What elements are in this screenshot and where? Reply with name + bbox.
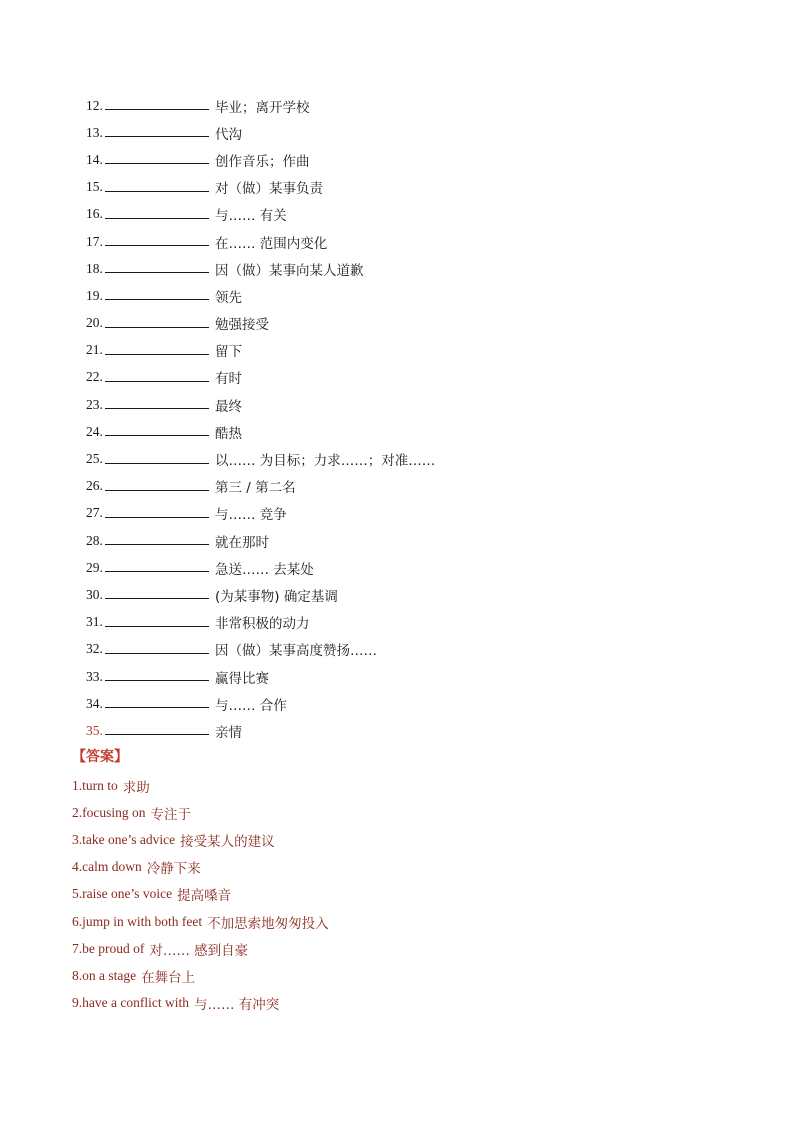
exercise-meaning: 与…… 有关 bbox=[215, 208, 287, 225]
answer-blank[interactable] bbox=[105, 95, 209, 110]
exercise-row bbox=[86, 119, 746, 146]
exercise-row bbox=[86, 554, 746, 581]
exercise-row bbox=[86, 609, 746, 636]
answer-english: 1.turn to bbox=[72, 777, 118, 793]
exercise-number: 33. bbox=[86, 668, 103, 684]
answer-english: 8.on a stage bbox=[72, 967, 137, 983]
exercise-number: 27. bbox=[86, 505, 103, 521]
exercise-meaning: 领先 bbox=[215, 289, 242, 306]
answer-english: 6.jump in with both feet bbox=[72, 913, 203, 929]
answer-blank[interactable] bbox=[105, 612, 209, 627]
answer-english: 2.focusing on bbox=[72, 804, 146, 820]
exercise-number: 28. bbox=[86, 532, 103, 548]
exercise-row bbox=[86, 255, 746, 282]
exercise-meaning: 毕业；离开学校 bbox=[215, 99, 310, 116]
answer-blank[interactable] bbox=[105, 720, 209, 735]
exercise-row bbox=[86, 473, 746, 500]
exercise-meaning: (为某事物) 确定基调 bbox=[215, 588, 338, 605]
exercise-meaning: 赢得比赛 bbox=[215, 670, 269, 687]
exercise-meaning: 留下 bbox=[215, 344, 242, 361]
answer-blank[interactable] bbox=[105, 503, 209, 518]
exercise-number: 17. bbox=[86, 233, 103, 249]
exercise-row bbox=[86, 146, 746, 173]
answer-row bbox=[72, 799, 752, 826]
exercise-meaning: 以…… 为目标；力求……；对准…… bbox=[215, 453, 436, 470]
exercise-meaning: 有时 bbox=[215, 371, 242, 388]
answer-chinese: 不加思索地匆匆投入 bbox=[207, 915, 329, 932]
exercise-meaning: 因（做）某事向某人道歉 bbox=[215, 262, 364, 279]
exercise-meaning: 非常积极的动力 bbox=[215, 616, 310, 633]
answer-chinese: 冷静下来 bbox=[146, 861, 201, 878]
answer-section-header: 【答案】 bbox=[72, 749, 128, 765]
answer-chinese: 求助 bbox=[122, 779, 150, 796]
answer-chinese: 专注于 bbox=[150, 806, 191, 823]
answer-list bbox=[72, 772, 752, 1017]
exercise-row bbox=[86, 282, 746, 309]
exercise-row bbox=[86, 391, 746, 418]
exercise-row bbox=[86, 690, 746, 717]
exercise-row bbox=[86, 337, 746, 364]
exercise-meaning: 急送…… 去某处 bbox=[215, 561, 314, 578]
answer-chinese: 接受某人的建议 bbox=[180, 833, 275, 850]
exercise-number: 12. bbox=[86, 97, 103, 113]
answer-english: 4.calm down bbox=[72, 859, 142, 875]
exercise-row bbox=[86, 92, 746, 119]
answer-blank[interactable] bbox=[105, 313, 209, 328]
answer-english: 7.be proud of bbox=[72, 940, 145, 956]
answer-blank[interactable] bbox=[105, 449, 209, 464]
exercise-row bbox=[86, 201, 746, 228]
exercise-number: 14. bbox=[86, 151, 103, 167]
answer-blank[interactable] bbox=[105, 584, 209, 599]
exercise-row bbox=[86, 418, 746, 445]
exercise-number: 22. bbox=[86, 369, 103, 385]
answer-blank[interactable] bbox=[105, 666, 209, 681]
answer-blank[interactable] bbox=[105, 122, 209, 137]
exercise-row bbox=[86, 310, 746, 337]
answer-blank[interactable] bbox=[105, 285, 209, 300]
exercise-meaning: 勉强接受 bbox=[215, 317, 269, 334]
answer-chinese: 对…… 感到自豪 bbox=[149, 942, 249, 959]
exercise-meaning: 对（做）某事负责 bbox=[215, 181, 323, 198]
exercise-number: 24. bbox=[86, 423, 103, 439]
answer-blank[interactable] bbox=[105, 149, 209, 164]
answer-row bbox=[72, 962, 752, 989]
exercise-row bbox=[86, 364, 746, 391]
answer-blank[interactable] bbox=[105, 231, 209, 246]
exercise-meaning: 与…… 合作 bbox=[215, 697, 287, 714]
answer-blank[interactable] bbox=[105, 367, 209, 382]
exercise-number: 31. bbox=[86, 614, 103, 630]
exercise-number: 20. bbox=[86, 315, 103, 331]
answer-blank[interactable] bbox=[105, 421, 209, 436]
exercise-number: 21. bbox=[86, 342, 103, 358]
exercise-row bbox=[86, 174, 746, 201]
answer-row bbox=[72, 826, 752, 853]
answer-blank[interactable] bbox=[105, 258, 209, 273]
answer-blank[interactable] bbox=[105, 530, 209, 545]
answer-english: 5.raise one’s voice bbox=[72, 886, 173, 902]
answer-row bbox=[72, 854, 752, 881]
answer-row bbox=[72, 990, 752, 1017]
answer-blank[interactable] bbox=[105, 204, 209, 219]
exercise-row bbox=[86, 500, 746, 527]
answer-blank[interactable] bbox=[105, 340, 209, 355]
exercise-row bbox=[86, 445, 746, 472]
exercise-number: 35. bbox=[86, 722, 103, 738]
exercise-number: 23. bbox=[86, 396, 103, 412]
answer-row bbox=[72, 935, 752, 962]
exercise-row bbox=[86, 581, 746, 608]
answer-row bbox=[72, 772, 752, 799]
exercise-row bbox=[86, 663, 746, 690]
exercise-meaning: 因（做）某事高度赞扬…… bbox=[215, 643, 377, 660]
answer-blank[interactable] bbox=[105, 177, 209, 192]
exercise-meaning: 酷热 bbox=[215, 425, 242, 442]
exercise-number: 30. bbox=[86, 586, 103, 602]
exercise-row bbox=[86, 636, 746, 663]
exercise-number: 29. bbox=[86, 559, 103, 575]
exercise-number: 18. bbox=[86, 260, 103, 276]
answer-blank[interactable] bbox=[105, 639, 209, 654]
exercise-row bbox=[86, 228, 746, 255]
answer-chinese: 与…… 有冲突 bbox=[193, 997, 280, 1014]
answer-blank[interactable] bbox=[105, 394, 209, 409]
answer-chinese: 在舞台上 bbox=[141, 969, 196, 986]
exercise-number: 26. bbox=[86, 478, 103, 494]
exercise-list bbox=[86, 92, 746, 745]
exercise-meaning: 代沟 bbox=[215, 126, 242, 143]
answer-chinese: 提高嗓音 bbox=[177, 888, 232, 905]
exercise-row bbox=[86, 527, 746, 554]
exercise-number: 16. bbox=[86, 206, 103, 222]
answer-blank[interactable] bbox=[105, 557, 209, 572]
answer-blank[interactable] bbox=[105, 693, 209, 708]
exercise-number: 19. bbox=[86, 287, 103, 303]
answer-english: 3.take one’s advice bbox=[72, 831, 176, 847]
exercise-meaning: 就在那时 bbox=[215, 534, 269, 551]
exercise-number: 13. bbox=[86, 124, 103, 140]
answer-row bbox=[72, 881, 752, 908]
exercise-meaning: 亲情 bbox=[215, 724, 242, 741]
exercise-meaning: 在…… 范围内变化 bbox=[215, 235, 328, 252]
exercise-meaning: 第三 / 第二名 bbox=[215, 480, 296, 497]
answer-blank[interactable] bbox=[105, 476, 209, 491]
exercise-row bbox=[86, 717, 746, 744]
answer-row bbox=[72, 908, 752, 935]
exercise-meaning: 与…… 竞争 bbox=[215, 507, 287, 524]
answer-english: 9.have a conflict with bbox=[72, 995, 189, 1011]
exercise-number: 25. bbox=[86, 451, 103, 467]
exercise-meaning: 创作音乐；作曲 bbox=[215, 153, 310, 170]
exercise-number: 34. bbox=[86, 695, 103, 711]
exercise-meaning: 最终 bbox=[215, 398, 242, 415]
exercise-number: 15. bbox=[86, 179, 103, 195]
exercise-number: 32. bbox=[86, 641, 103, 657]
